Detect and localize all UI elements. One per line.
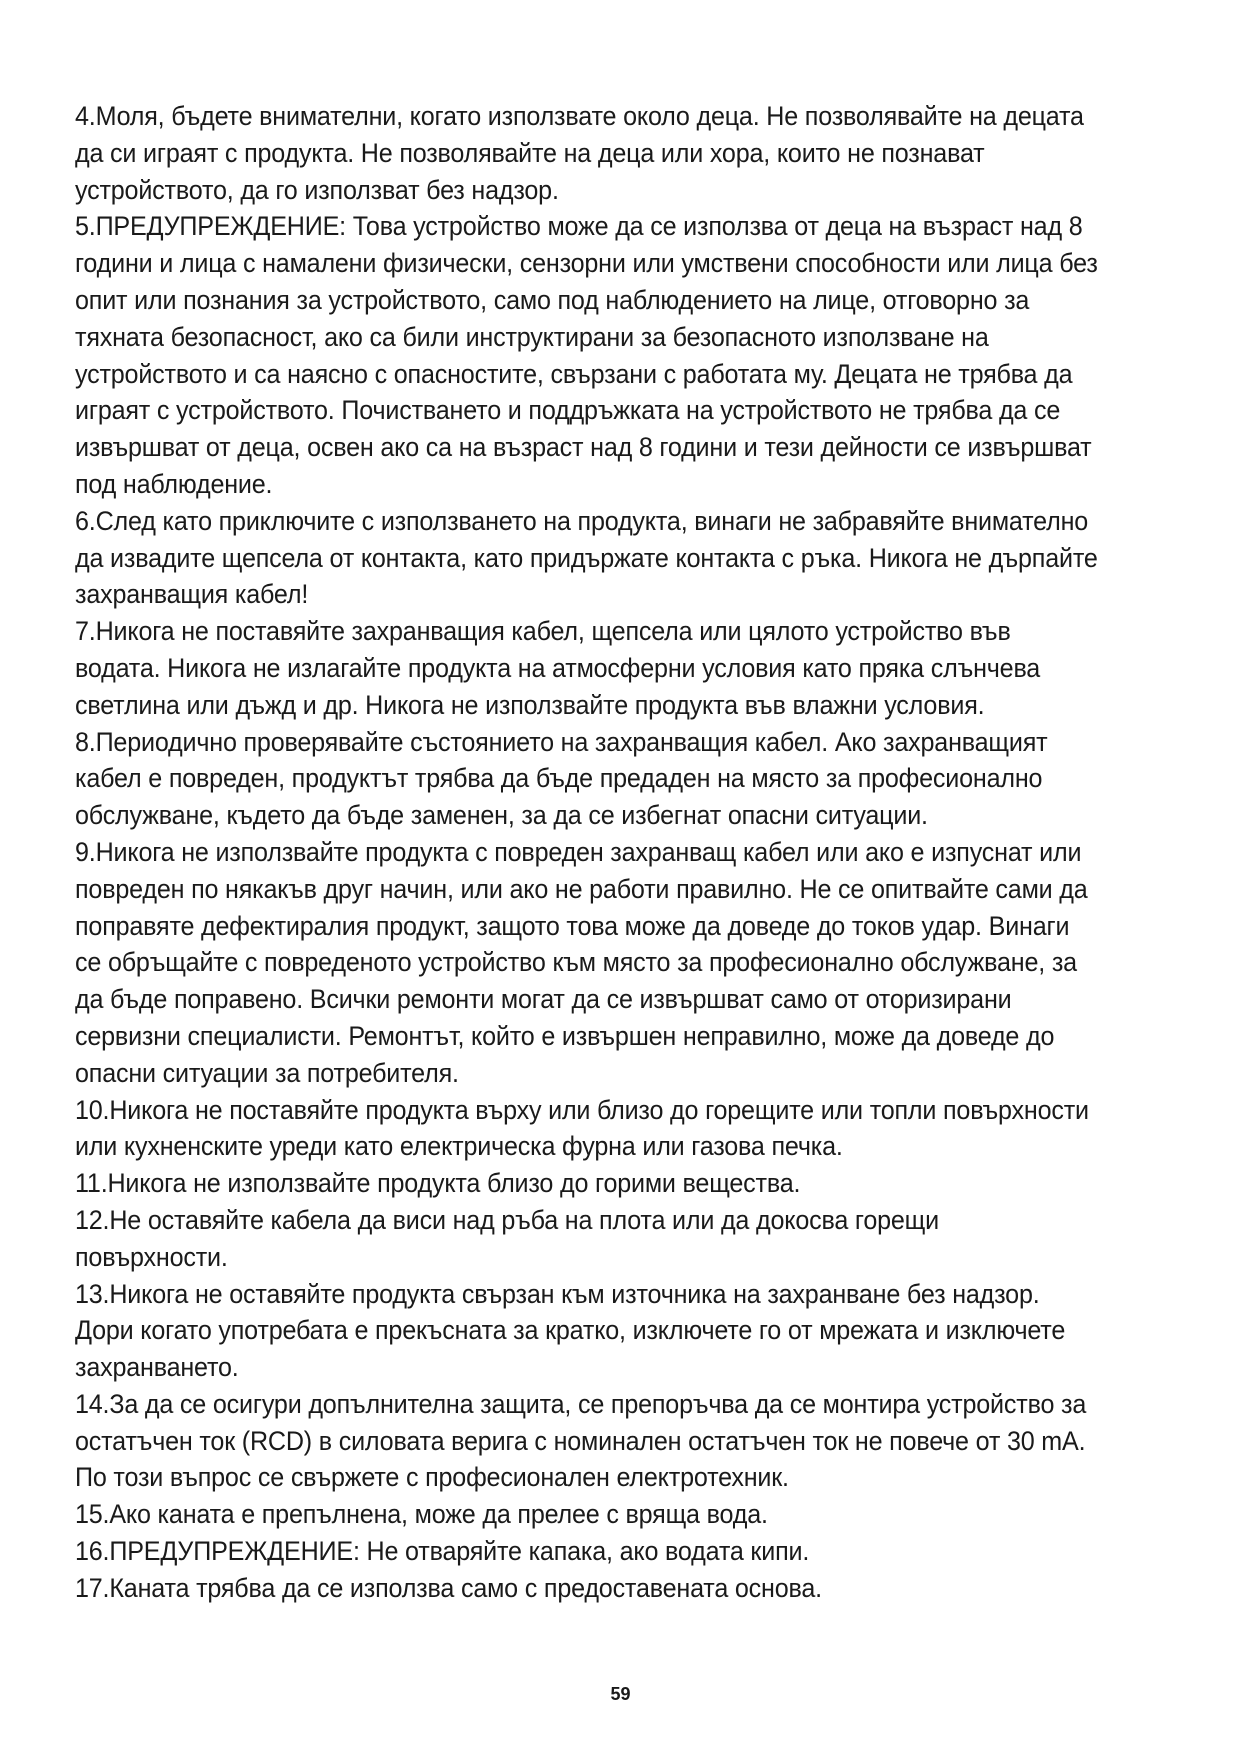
instruction-item-4: 4.Моля, бъдете внимателни, когато използвате около деца. Не позволявайте на децата да си играят с продукта. Не позволявайте на деца или хора, които не познават устройството, да го използват без надзор. bbox=[75, 101, 1084, 205]
instruction-item-9: 9.Никога не използвайте продукта с повреден захранващ кабел или ако е изпуснат или повреден по някакъв друг начин, или ако не работи правилно. Не се опитвайте сами да поправяте дефектиралия продукт, защото това може да доведе до токов удар. Винаги се обръщайте с повреденото устройство към място за професионално обслужване, за да бъде поправено. Всички ремонти могат да се извършват само от оторизирани сервизни специалисти. Ремонтът, който е извършен неправилно, може да доведе до опасни ситуации за потребителя. bbox=[75, 836, 1088, 1088]
instruction-item-6: 6.След като приключите с използването на продукта, винаги не забравяйте внимателно да извадите щепсела от контакта, като придържате контакта с ръка. Никога не дърпайте захранващия кабел! bbox=[75, 505, 1098, 610]
instruction-item-10: 10.Никога не поставяйте продукта върху или близо до горещите или топли повърхности или кухненските уреди като електрическа фурна или газова печка. bbox=[75, 1094, 1089, 1162]
instruction-item-8: 8.Периодично проверявайте състоянието на захранващия кабел. Ако захранващият кабел е повреден, продуктът трябва да бъде предаден на място за професионално обслужване, където да бъде заменен, за да се избегнат опасни ситуации. bbox=[75, 726, 1048, 831]
instruction-item-5: 5.ПРЕДУПРЕЖДЕНИЕ: Това устройство може да се използва от деца на възраст над 8 години и лица с намалени физически, сензорни или умствени способности или лица без опит или познания за устройството, само под наблюдението на лице, отговорно за тяхната безопасност, ако са били инструктирани за безопасното използване на устройството и са наясно с опасностите, свързани с работата му. Децата не трябва да играят с устройството. Почистването и поддръжката на устройството не трябва да се извършват от деца, освен ако са на възраст над 8 години и тези дейности се извършват под наблюдение. bbox=[75, 211, 1098, 499]
instruction-item-17: 17.Каната трябва да се използва само с предоставената основа. bbox=[75, 1572, 822, 1603]
instruction-item-16: 16.ПРЕДУПРЕЖДЕНИЕ: Не отваряйте капака, ако водата кипи. bbox=[75, 1536, 810, 1567]
instruction-item-7: 7.Никога не поставяйте захранващия кабел, щепсела или цялото устройство във водата. Никога не излагайте продукта на атмосферни условия като пряка слънчева светлина или дъжд и др. Никога не използвайте продукта във влажни условия. bbox=[75, 616, 1041, 720]
instruction-item-11: 11.Никога не използвайте продукта близо до горими вещества. bbox=[75, 1168, 801, 1199]
instruction-item-15: 15.Ако каната е препълнена, може да прелее с вряща вода. bbox=[75, 1499, 768, 1530]
instruction-item-14: 14.За да се осигури допълнителна защита, се препоръчва да се монтира устройство за остатъчен ток (RCD) в силовата верига с номинален остатъчен ток не повече от 30 mA. По този въпрос се свържете с професионален електротехник. bbox=[75, 1388, 1087, 1493]
instructions-body bbox=[75, 98, 1098, 1607]
instruction-item-13: 13.Никога не оставяйте продукта свързан към източника на захранване без надзор. Дори когато употребата е прекъсната за кратко, изключете го от мрежата и изключете захранването. bbox=[75, 1278, 1066, 1383]
instruction-item-12: 12.Не оставяйте кабела да виси над ръба на плота или да докосва горещи повърхности. bbox=[75, 1204, 939, 1272]
page-number: 59 bbox=[610, 1684, 631, 1704]
